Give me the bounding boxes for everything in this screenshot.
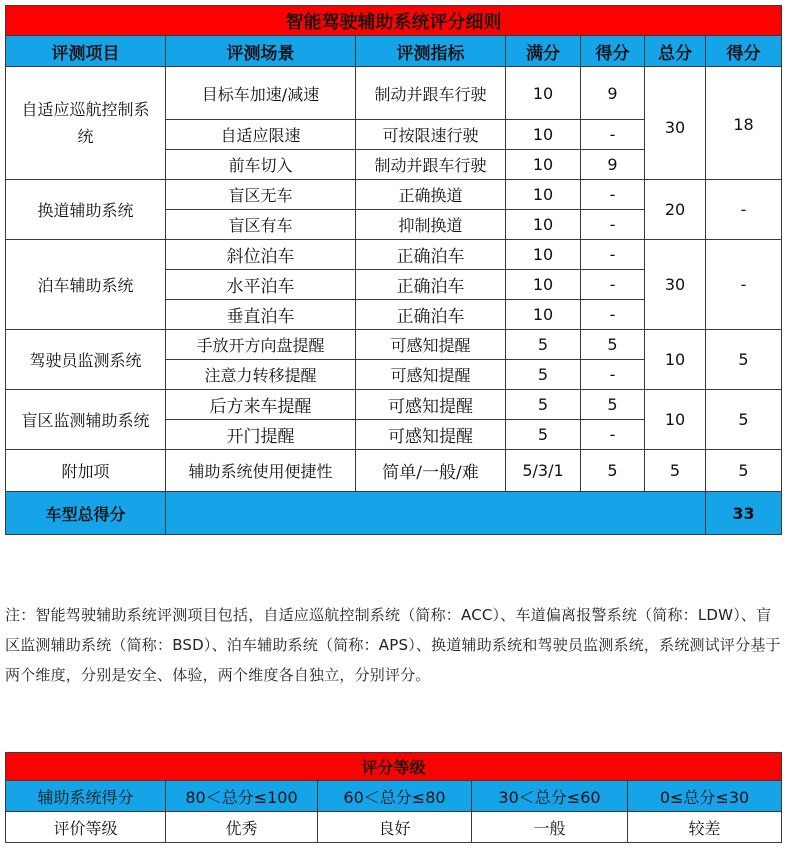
grade-level-cell: 较差	[628, 812, 782, 843]
scene-cell: 后方来车提醒	[166, 390, 356, 420]
full-score-cell: 5/3/1	[506, 450, 581, 492]
metric-cell: 可感知提醒	[356, 330, 506, 360]
scene-cell: 斜位泊车	[166, 240, 356, 270]
metric-cell: 制动并跟车行驶	[356, 67, 506, 120]
grade-range-cell: 0≤总分≤30	[628, 781, 782, 812]
got-score-cell: 9	[581, 67, 645, 120]
item-acc: 自适应巡航控制系统	[6, 67, 166, 180]
scene-cell: 开门提醒	[166, 420, 356, 450]
grade-level-cell: 优秀	[166, 812, 318, 843]
metric-cell: 制动并跟车行驶	[356, 150, 506, 180]
full-score-cell: 10	[506, 270, 581, 300]
grade-level-cell: 一般	[472, 812, 628, 843]
full-score-cell: 10	[506, 67, 581, 120]
group-score-cell: -	[706, 240, 782, 330]
grade-level-label: 评价等级	[6, 812, 166, 843]
metric-cell: 可感知提醒	[356, 420, 506, 450]
group-score-cell: 5	[706, 390, 782, 450]
header-metric: 评测指标	[356, 36, 506, 67]
full-score-cell: 10	[506, 300, 581, 330]
item-lane-change: 换道辅助系统	[6, 180, 166, 240]
scene-cell: 盲区有车	[166, 210, 356, 240]
got-score-cell: -	[581, 210, 645, 240]
full-score-cell: 5	[506, 420, 581, 450]
group-total-cell: 20	[645, 180, 706, 240]
grade-range-cell: 30＜总分≤60	[472, 781, 628, 812]
total-label: 车型总得分	[6, 492, 166, 535]
metric-cell: 正确泊车	[356, 240, 506, 270]
got-score-cell: -	[581, 180, 645, 210]
group-total-cell: 30	[645, 240, 706, 330]
got-score-cell: 9	[581, 150, 645, 180]
header-scene: 评测场景	[166, 36, 356, 67]
score-table	[5, 5, 782, 535]
full-score-cell: 10	[506, 120, 581, 150]
header-full-score: 满分	[506, 36, 581, 67]
scene-cell: 注意力转移提醒	[166, 360, 356, 390]
full-score-cell: 10	[506, 240, 581, 270]
score-table-title: 智能驾驶辅助系统评分细则	[6, 6, 782, 36]
got-score-cell: 5	[581, 390, 645, 420]
header-total: 总分	[645, 36, 706, 67]
group-total-cell: 10	[645, 390, 706, 450]
metric-cell: 正确换道	[356, 180, 506, 210]
got-score-cell: -	[581, 270, 645, 300]
metric-cell: 正确泊车	[356, 270, 506, 300]
group-total-cell: 30	[645, 67, 706, 180]
metric-cell: 简单/一般/难	[356, 450, 506, 492]
group-total-cell: 10	[645, 330, 706, 390]
group-score-cell: 5	[706, 450, 782, 492]
group-total-cell: 5	[645, 450, 706, 492]
total-spacer	[166, 492, 706, 535]
item-driver-monitor: 驾驶员监测系统	[6, 330, 166, 390]
group-score-cell: -	[706, 180, 782, 240]
header-final-score: 得分	[706, 36, 782, 67]
metric-cell: 可感知提醒	[356, 390, 506, 420]
scene-cell: 自适应限速	[166, 120, 356, 150]
scene-cell: 前车切入	[166, 150, 356, 180]
got-score-cell: -	[581, 300, 645, 330]
grade-table-title: 评分等级	[6, 753, 782, 781]
full-score-cell: 10	[506, 180, 581, 210]
grade-range-cell: 80＜总分≤100	[166, 781, 318, 812]
scene-cell: 目标车加速/减速	[166, 67, 356, 120]
metric-cell: 可感知提醒	[356, 360, 506, 390]
item-extra: 附加项	[6, 450, 166, 492]
got-score-cell: -	[581, 420, 645, 450]
scene-cell: 盲区无车	[166, 180, 356, 210]
full-score-cell: 5	[506, 390, 581, 420]
group-score-cell: 5	[706, 330, 782, 390]
scene-cell: 手放开方向盘提醒	[166, 330, 356, 360]
scene-cell: 辅助系统使用便捷性	[166, 450, 356, 492]
metric-cell: 正确泊车	[356, 300, 506, 330]
got-score-cell: -	[581, 120, 645, 150]
got-score-cell: 5	[581, 330, 645, 360]
item-blind-spot: 盲区监测辅助系统	[6, 390, 166, 450]
item-parking: 泊车辅助系统	[6, 240, 166, 330]
header-item: 评测项目	[6, 36, 166, 67]
full-score-cell: 5	[506, 330, 581, 360]
scene-cell: 水平泊车	[166, 270, 356, 300]
scene-cell: 垂直泊车	[166, 300, 356, 330]
note-paragraph: 注：智能驾驶辅助系统评测项目包括，自适应巡航控制系统（简称：ACC）、车道偏离报警系统（简称：LDW）、盲区监测辅助系统（简称：BSD）、泊车辅助系统（简称：APS）、换道辅助系统和驾驶员监测系统，系统测试评分基于两个维度，分别是安全、体验，两个维度各自独立，分别评分。	[5, 606, 781, 684]
got-score-cell: -	[581, 360, 645, 390]
grade-table	[5, 752, 782, 843]
group-score-cell: 18	[706, 67, 782, 180]
metric-cell: 抑制换道	[356, 210, 506, 240]
grade-row-label: 辅助系统得分	[6, 781, 166, 812]
full-score-cell: 10	[506, 210, 581, 240]
full-score-cell: 5	[506, 360, 581, 390]
grade-level-cell: 良好	[318, 812, 472, 843]
full-score-cell: 10	[506, 150, 581, 180]
got-score-cell: 5	[581, 450, 645, 492]
header-got-score: 得分	[581, 36, 645, 67]
grade-range-cell: 60＜总分≤80	[318, 781, 472, 812]
got-score-cell: -	[581, 240, 645, 270]
total-value: 33	[706, 492, 782, 535]
metric-cell: 可按限速行驶	[356, 120, 506, 150]
